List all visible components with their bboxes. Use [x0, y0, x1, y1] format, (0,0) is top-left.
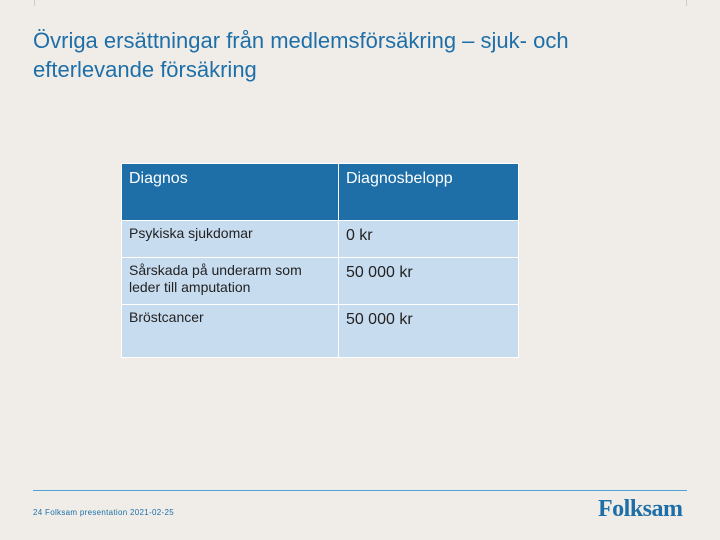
diagnosis-cell: Bröstcancer: [122, 305, 339, 358]
diagnosis-cell: Psykiska sjukdomar: [122, 221, 339, 258]
column-header-diagnosbelopp: Diagnosbelopp: [338, 164, 518, 221]
table-header-row: [122, 164, 519, 221]
corner-mark: [34, 0, 35, 6]
slide-title: Övriga ersättningar från medlemsförsäkring – sjuk- och efterlevande försäkring: [33, 28, 569, 82]
amount-cell: 0 kr: [338, 221, 518, 258]
corner-mark: [686, 0, 687, 6]
diagnosis-table: [121, 163, 519, 358]
column-header-diagnos: Diagnos: [122, 164, 339, 221]
table-row: [122, 305, 519, 358]
table-row: [122, 221, 519, 258]
amount-cell: 50 000 kr: [338, 305, 518, 358]
table-row: [122, 258, 519, 305]
footer-divider: [33, 490, 687, 491]
diagnosis-cell: Sårskada på underarm som leder till amputation: [122, 258, 339, 305]
folksam-logo: Folksam: [598, 496, 683, 522]
footer-text: 24 Folksam presentation 2021-02-25: [33, 508, 174, 517]
amount-cell: 50 000 kr: [338, 258, 518, 305]
